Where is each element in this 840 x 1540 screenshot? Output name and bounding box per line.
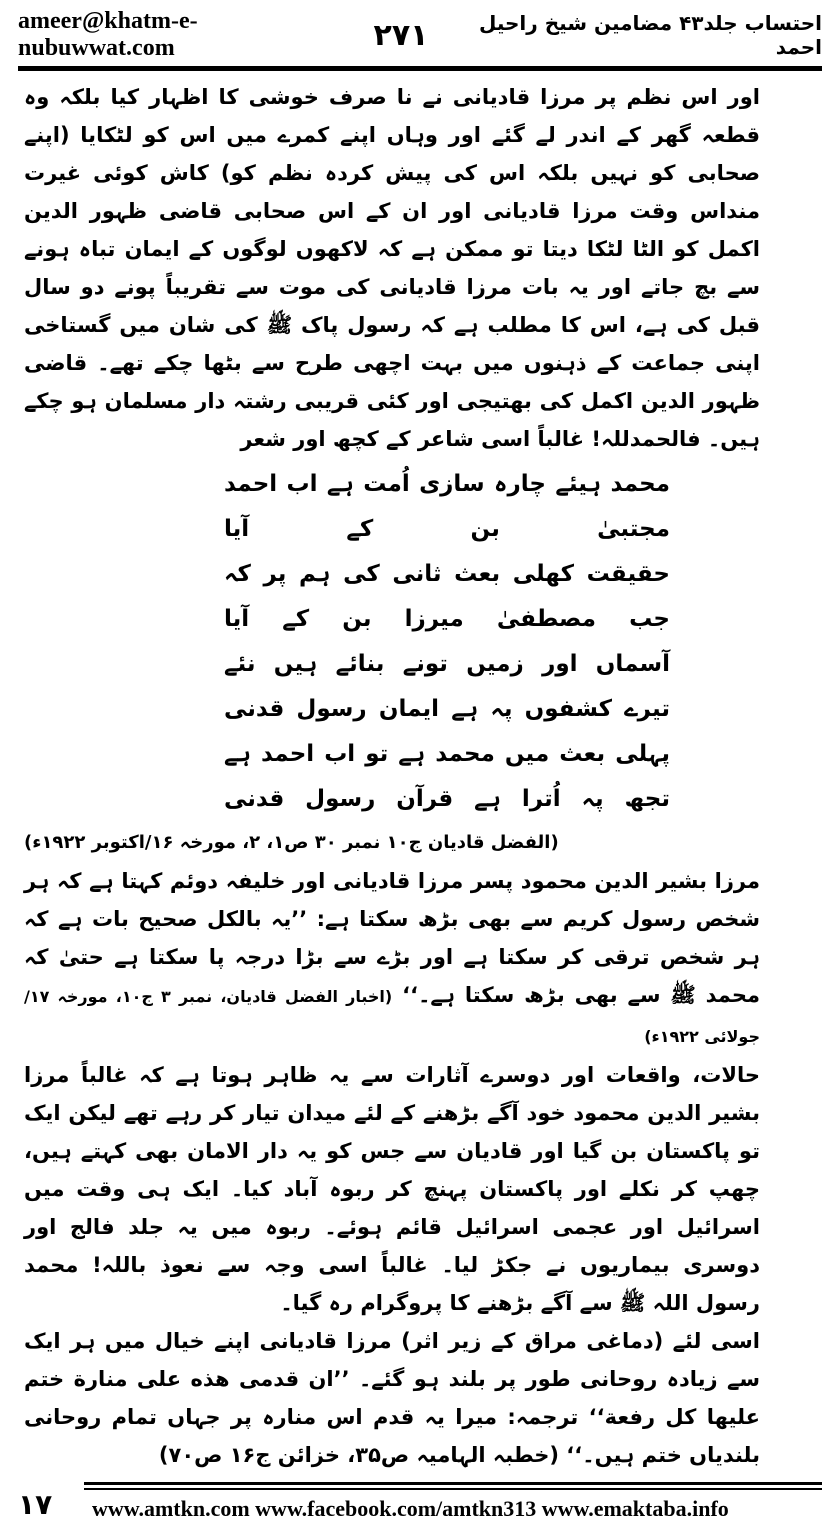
footer-rule: [84, 1482, 822, 1485]
paragraph-4: اسی لئے (دماغی مراق کے زیر اثر) مرزا قادیانی اپنے خیال میں ہر ایک سے زیادہ روحانی طور پر بلند ہو گئے۔ ’’ان قدمی هذه علی منارة ختم علیها کل رفعة‘‘ ترجمہ: میرا یہ قدم اس منارہ پر جہاں تمام روحانی بلندیاں ختم ہیں۔‘‘ (خطبہ الہامیہ ص۳۵، خزائن ج۱۶ ص۷۰): [24, 1329, 760, 1467]
poem-line: آسماں اور زمیں تونے بنائے ہیں نئے: [224, 651, 670, 677]
footer-links[interactable]: www.amtkn.com www.facebook.com/amtkn313 www.emaktaba.info: [92, 1496, 729, 1521]
running-title: احتساب جلد۴۳ مضامین شیخ راحیل احمد: [479, 11, 822, 59]
page-footer: [18, 1478, 822, 1530]
header-left: [18, 8, 428, 62]
header-rule: [18, 66, 822, 71]
header-page-number: ۲۷۱: [373, 17, 429, 53]
page-header: [18, 10, 822, 60]
poem-line: محمد ہیئے چارہ سازی اُمت ہے اب احمد مجتبیٰ بن کے آیا: [224, 471, 670, 542]
paragraph-3: حالات، واقعات اور دوسرے آثارات سے یہ ظاہر ہوتا ہے کہ غالباً مرزا بشیر الدین محمود خود آگے بڑھنے کے لئے میدان تیار کر رہے تھے لیکن ایک تو پاکستان بن گیا اور قادیان سے جس کو یہ دار الامان بھی کہتے ہیں، چھپ کر نکلے اور پاکستان پہنچ کر ربوہ آباد کیا۔ ایک ہی وقت میں اسرائیل اور عجمی اسرائیل قائم ہوئے۔ ربوہ میں یہ جلد فالج اور دوسری بیماریوں نے جکڑ لیا۔ غالباً اسی وجہ سے نعوذ باللہ! محمد رسول اللہ ﷺ سے آگے بڑھنے کا پروگرام رہ گیا۔: [24, 1063, 760, 1315]
poem-line: تیرے کشفوں پہ ہے ایمان رسول قدنی: [224, 696, 670, 722]
paragraph-1: اور اس نظم پر مرزا قادیانی نے نا صرف خوشی کا اظہار کیا بلکہ وہ قطعہ گھر کے اندر لے گئے اور وہاں اپنے کمرے میں اس کو لٹکایا (اپنے صحابی کو نہیں بلکہ اس کی پیش کردہ نظم کو) کاش کوئی غیرت منداس وقت مرزا قادیانی اور ان کے اس صحابی قاضی ظہور الدین اکمل کو الٹا لٹکا دیتا تو ممکن ہے کہ لاکھوں لوگوں کے ایمان تباہ ہونے سے بچ جاتے اور یہ بات مرزا قادیانی کی موت سے تقریباً پونے دو سال قبل کی ہے، اس کا مطلب ہے کہ رسول پاک ﷺ کی شان میں گستاخی اپنی جماعت کے ذہنوں میں بہت اچھی طرح سے بٹھا چکے تھے۔ قاضی ظہور الدین اکمل کی بھتیجی اور کئی قریبی رشتہ دار مسلمان ہو چکے ہیں۔ فالحمدللہ! غالباً اسی شاعر کے کچھ اور شعر: [24, 85, 760, 451]
poem-line: پہلی بعث میں محمد ہے تو اب احمد ہے: [224, 741, 670, 767]
footer-page-number: ۱۷: [18, 1487, 53, 1521]
poem-line: تجھ پہ اُترا ہے قرآن رسول قدنی: [224, 786, 670, 812]
poem: [24, 462, 820, 822]
paragraph-2: [24, 862, 820, 1056]
paragraph-2-text: مرزا بشیر الدین محمود پسر مرزا قادیانی اور خلیفہ دوئم کہتا ہے کہ ہر شخص رسول کریم سے بھی بڑھ سکتا ہے: ’’یہ بالکل صحیح بات ہے کہ ہر شخص ترقی کر سکتا ہے اور بڑے سے بڑا درجہ پا سکتا ہے حتیٰ کہ محمد ﷺ سے بھی بڑھ سکتا ہے۔‘‘: [24, 869, 761, 1007]
footer-rule-thin: [84, 1488, 822, 1490]
header-email[interactable]: ameer@khatm-e-nubuwwat.com: [18, 8, 198, 61]
poem-citation: (الفضل قادیان ج۱۰ نمبر ۳۰ ص۱، ۲، مورخہ ۱۶/اکتوبر ۱۹۲۲ء): [24, 832, 559, 853]
paragraph-2-citation: (اخبار الفضل قادیان، نمبر ۳ ج۱۰، مورخہ ۱۷/جولائی ۱۹۲۲ء): [24, 987, 760, 1046]
poem-line: حقیقت کھلی بعث ثانی کی ہم پر کہ جب مصطفیٰ میرزا بن کے آیا: [224, 561, 670, 632]
page-body: [24, 78, 820, 1467]
footer-links-area: [84, 1478, 822, 1530]
